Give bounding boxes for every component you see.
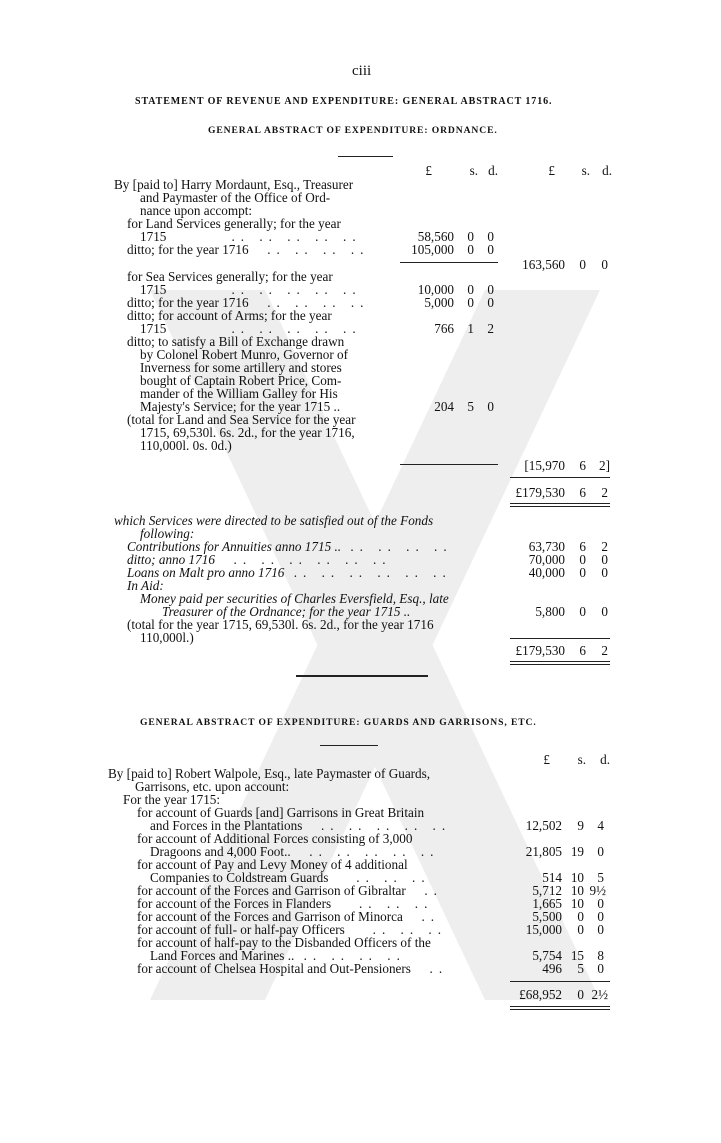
total-pounds: £68,952 <box>519 987 562 1002</box>
total-shillings: 6 <box>579 485 586 500</box>
subtotal-pounds: [15,970 <box>524 458 565 473</box>
col-pound-2: £ <box>548 163 555 178</box>
amount-shillings: 0 <box>577 922 584 937</box>
text-line: ditto; anno 1716 .. .. .. .. .. .. <box>127 552 392 567</box>
double-rule <box>510 664 610 665</box>
text-line: for account of Guards [and] Garrisons in Great Britain <box>137 805 425 820</box>
amount-shillings: 0 <box>467 242 474 257</box>
double-rule <box>510 506 610 507</box>
amount-pounds: 12,502 <box>525 818 562 833</box>
col-shillings: s. <box>577 752 586 767</box>
text-line: following: <box>140 526 195 541</box>
amount-shillings: 9 <box>577 818 584 833</box>
amount-shillings: 0 <box>467 229 474 244</box>
amount-pence: 0 <box>597 909 604 924</box>
text-line: for account of the Forces and Garrison of Minorca .. <box>137 909 441 924</box>
fund-pounds: 63,730 <box>528 539 565 554</box>
text-line: By [paid to] Robert Walpole, Esq., late Paymaster of Guards, <box>108 766 431 781</box>
total-pounds: £179,530 <box>515 485 565 500</box>
amount-pounds: 1,665 <box>532 896 562 911</box>
text-line: Dragoons and 4,000 Foot.. .. .. .. .. .. <box>150 844 440 859</box>
text-line: mander of the William Galley for His <box>140 386 338 401</box>
text-line: ditto; for the year 1716 .. .. .. .. <box>127 295 370 310</box>
double-rule <box>510 661 610 662</box>
fund-shillings: 0 <box>579 604 586 619</box>
fund-pence: 0 <box>601 552 608 567</box>
fund-shillings: 6 <box>579 539 586 554</box>
text-line: for account of Pay and Levy Money of 4 additional <box>137 857 408 872</box>
text-line: by Colonel Robert Munro, Governor of <box>140 347 349 362</box>
fund-pounds: 40,000 <box>528 565 565 580</box>
amount-shillings: 19 <box>570 844 584 859</box>
col-pound: £ <box>543 752 550 767</box>
col-shillings-2: s. <box>581 163 590 178</box>
amount-shillings: 0 <box>577 909 584 924</box>
text-line: Contributions for Annuities anno 1715 .. .. .. .. .. <box>127 539 453 554</box>
total-shillings: 0 <box>577 987 584 1002</box>
amount-pounds: 5,000 <box>424 295 454 310</box>
text-line: for account of the Forces in Flanders .. .. .. <box>137 896 434 911</box>
text-line: 1715 .. .. .. .. .. <box>140 282 362 297</box>
amount-pence: 0 <box>597 922 604 937</box>
divider <box>320 745 378 746</box>
sum-rule <box>510 638 610 639</box>
text-line: bought of Captain Robert Price, Com- <box>140 373 342 388</box>
amount-pence: 0 <box>487 242 494 257</box>
text-line: Inverness for some artillery and stores <box>140 360 342 375</box>
sum-rule <box>400 464 498 465</box>
text-line: Companies to Coldstream Guards .. .. .. <box>150 870 431 885</box>
sum-rule <box>510 981 610 982</box>
amount-pence: 5 <box>597 870 604 885</box>
text-line: Majesty's Service; for the year 1715 .. <box>140 399 341 414</box>
col-pence: d. <box>600 752 610 767</box>
text-line: By [paid to] Harry Mordaunt, Esq., Treasurer <box>114 177 354 192</box>
amount-pence: 2 <box>487 321 494 336</box>
amount-pounds: 5,712 <box>532 883 562 898</box>
page-heading: STATEMENT OF REVENUE AND EXPENDITURE: GENERAL ABSTRACT 1716. <box>135 96 553 107</box>
col-pence-2: d. <box>602 163 612 178</box>
amount-pounds: 58,560 <box>417 229 454 244</box>
amount-pounds: 21,805 <box>525 844 562 859</box>
amount-shillings: 10 <box>570 883 584 898</box>
text-line: In Aid: <box>127 578 164 593</box>
amount-pounds: 5,754 <box>532 948 562 963</box>
subtotal-shillings: 6 <box>579 458 586 473</box>
divider <box>338 156 393 157</box>
amount-pence: 4 <box>597 818 604 833</box>
amount-pounds: 15,000 <box>525 922 562 937</box>
text-line: Land Forces and Marines .. .. .. .. .. <box>150 948 406 963</box>
sum-rule <box>400 262 498 263</box>
amount-shillings: 0 <box>467 282 474 297</box>
col-pound: £ <box>425 163 432 178</box>
text-line: for Land Services generally; for the year <box>127 216 341 231</box>
amount-shillings: 10 <box>570 870 584 885</box>
amount-pounds: 5,500 <box>532 909 562 924</box>
amount-pence: 0 <box>487 282 494 297</box>
amount-pounds: 514 <box>542 870 562 885</box>
text-line: Money paid per securities of Charles Eversfield, Esq., late <box>140 591 449 606</box>
total-pence: 2½ <box>591 987 608 1002</box>
double-rule <box>510 1009 610 1010</box>
fund-total-shillings: 6 <box>579 643 586 658</box>
amount-pence: 0 <box>487 229 494 244</box>
page-number: ciii <box>352 63 372 79</box>
subtotal-pence: 0 <box>601 257 608 272</box>
fund-total-pounds: £179,530 <box>515 643 565 658</box>
text-line: Loans on Malt pro anno 1716 .. .. .. .. .. .. <box>127 565 452 580</box>
text-line: for account of full- or half-pay Officers .. .. .. <box>137 922 448 937</box>
amount-pence: 0 <box>597 961 604 976</box>
text-line: 1715 .. .. .. .. .. <box>140 321 362 336</box>
double-rule <box>510 1006 610 1007</box>
amount-pence: 0 <box>597 896 604 911</box>
amount-shillings: 0 <box>467 295 474 310</box>
amount-pounds: 766 <box>434 321 454 336</box>
section-title-guards: GENERAL ABSTRACT OF EXPENDITURE: GUARDS AND GARRISONS, ETC. <box>140 717 537 728</box>
amount-shillings: 1 <box>467 321 474 336</box>
amount-shillings: 15 <box>570 948 584 963</box>
text-line: Garrisons, etc. upon account: <box>135 779 290 794</box>
text-line: for Sea Services generally; for the year <box>127 269 333 284</box>
text-line: 1715, 69,530l. 6s. 2d., for the year 1716, <box>140 425 355 440</box>
section-divider <box>296 675 428 677</box>
amount-pounds: 496 <box>542 961 562 976</box>
subtotal-pence: 2] <box>599 458 610 473</box>
amount-pence: 0 <box>487 399 494 414</box>
amount-pounds: 204 <box>434 399 454 414</box>
fund-shillings: 0 <box>579 552 586 567</box>
amount-pence: 8 <box>597 948 604 963</box>
fund-pounds: 5,800 <box>535 604 565 619</box>
text-line: ditto; to satisfy a Bill of Exchange drawn <box>127 334 345 349</box>
subtotal-pounds: 163,560 <box>522 257 565 272</box>
amount-pounds: 105,000 <box>411 242 454 257</box>
text-line: for account of Chelsea Hospital and Out-Pensioners .. <box>137 961 449 976</box>
text-line: For the year 1715: <box>123 792 221 807</box>
total-pence: 2 <box>601 485 608 500</box>
fund-pence: 2 <box>601 539 608 554</box>
text-line: for account of half-pay to the Disbanded Officers of the <box>137 935 431 950</box>
text-line: which Services were directed to be satisfied out of the Fonds <box>114 513 434 528</box>
subtotal-shillings: 0 <box>579 257 586 272</box>
text-line: 110,000l. 0s. 0d.) <box>140 438 232 453</box>
fund-pence: 0 <box>601 604 608 619</box>
amount-pounds: 10,000 <box>417 282 454 297</box>
text-line: Treasurer of the Ordnance; for the year 1715 .. <box>162 604 411 619</box>
text-line: ditto; for the year 1716 .. .. .. .. <box>127 242 370 257</box>
double-rule <box>510 503 610 504</box>
amount-pence: 9½ <box>589 883 606 898</box>
amount-shillings: 5 <box>577 961 584 976</box>
text-line: ditto; for account of Arms; for the year <box>127 308 332 323</box>
col-shillings: s. <box>469 163 478 178</box>
text-line: for account of the Forces and Garrison of Gibraltar .. <box>137 883 443 898</box>
text-line: 1715 .. .. .. .. .. <box>140 229 362 244</box>
section-title-ordnance: GENERAL ABSTRACT OF EXPENDITURE: ORDNANCE. <box>208 125 498 136</box>
text-line: (total for the year 1715, 69,530l. 6s. 2d., for the year 1716 <box>127 617 434 632</box>
amount-shillings: 10 <box>570 896 584 911</box>
amount-shillings: 5 <box>467 399 474 414</box>
fund-shillings: 0 <box>579 565 586 580</box>
text-line: 110,000l.) <box>140 630 194 645</box>
col-pence: d. <box>488 163 498 178</box>
fund-pence: 0 <box>601 565 608 580</box>
text-line: nance upon accompt: <box>140 203 253 218</box>
text-line: and Forces in the Plantations .. .. .. .. .. <box>150 818 452 833</box>
sum-rule <box>510 477 610 478</box>
text-line: (total for Land and Sea Service for the year <box>127 412 356 427</box>
text-line: for account of Additional Forces consisting of 3,000 <box>137 831 413 846</box>
amount-pence: 0 <box>597 844 604 859</box>
fund-pounds: 70,000 <box>528 552 565 567</box>
fund-total-pence: 2 <box>601 643 608 658</box>
text-line: and Paymaster of the Office of Ord- <box>140 190 331 205</box>
amount-pence: 0 <box>487 295 494 310</box>
